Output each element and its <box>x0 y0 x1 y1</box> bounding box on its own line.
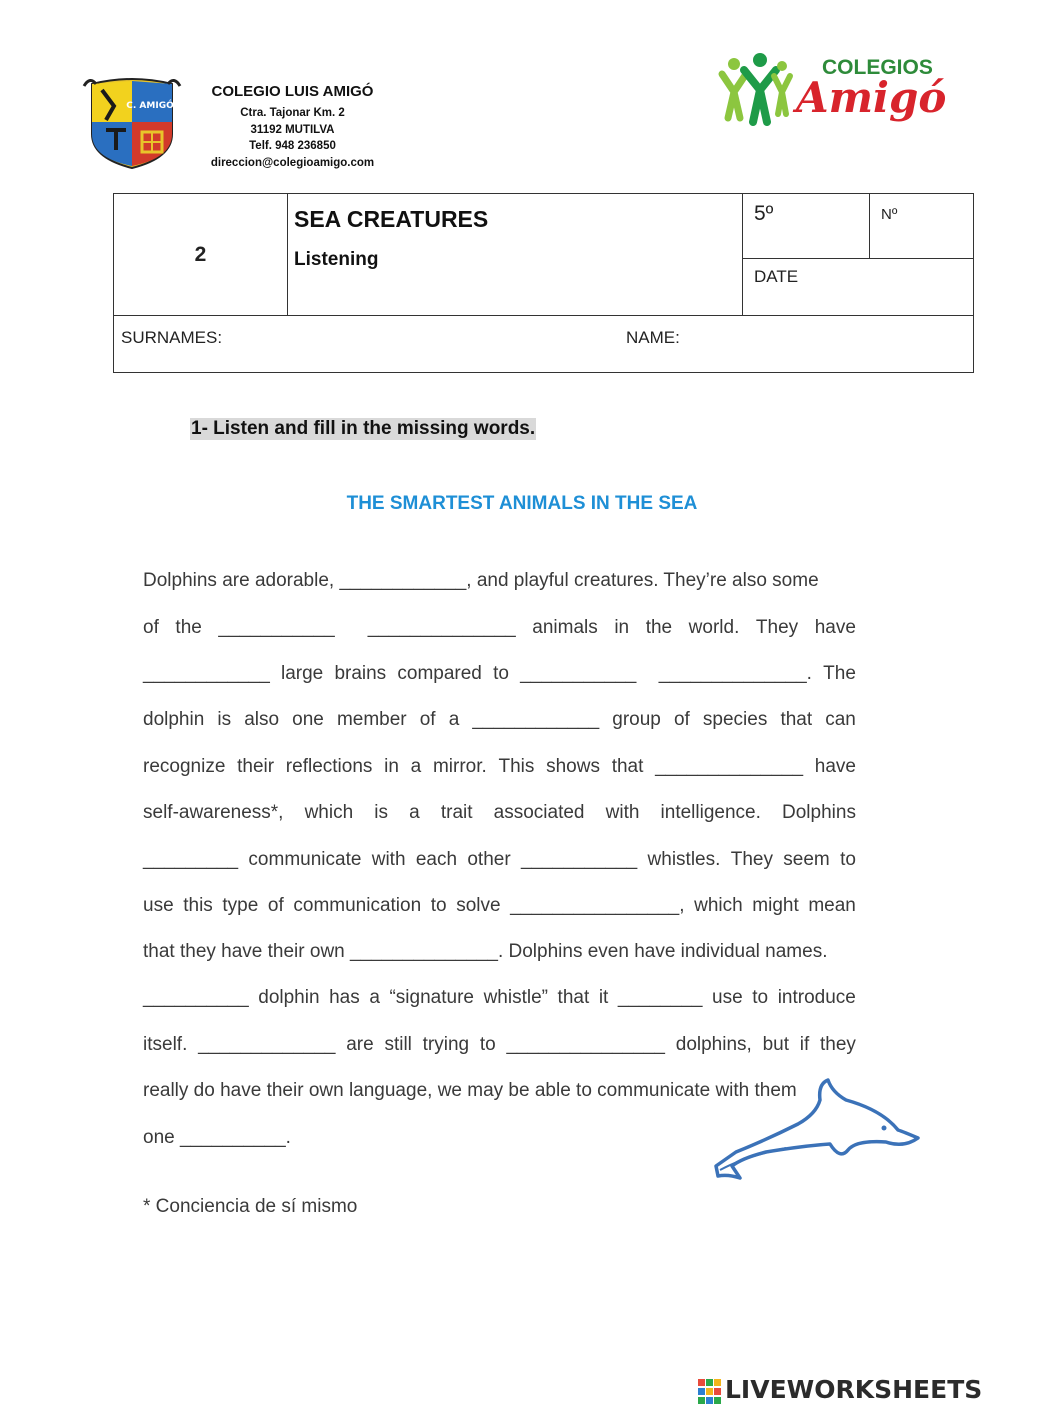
blank-word[interactable]: ______________. <box>658 663 812 684</box>
text-word: itself. <box>143 1034 188 1055</box>
text-word: The <box>823 663 856 684</box>
text-word: is <box>217 709 232 730</box>
school-crest-logo <box>84 76 180 170</box>
number-field[interactable]: Nº <box>870 194 974 259</box>
text-word: world. <box>688 617 740 638</box>
text-word: type <box>222 895 259 916</box>
text-word: of <box>143 617 159 638</box>
text-word: with <box>371 849 406 870</box>
date-field[interactable]: DATE <box>743 259 974 316</box>
text-word: a <box>369 987 380 1008</box>
brand-top-text: COLEGIOS <box>822 56 933 79</box>
text-word: really do have their own language, we may be able to communicate with them <box>143 1080 797 1101</box>
text-word: Dolphins <box>782 802 856 823</box>
text-word: has <box>329 987 360 1008</box>
text-word: the <box>175 617 202 638</box>
school-name: COLEGIO LUIS AMIGÓ <box>211 83 374 100</box>
text-word: a <box>409 802 420 823</box>
brand-bottom-text: Amigó <box>796 73 947 122</box>
text-word: self-awareness*, <box>143 802 284 823</box>
text-line <box>143 986 856 1010</box>
text-word: compared <box>397 663 482 684</box>
text-word: have <box>814 617 856 638</box>
text-word: mean <box>808 895 856 916</box>
text-word: mirror. <box>432 756 487 777</box>
blank-word[interactable]: _______________ <box>506 1034 665 1055</box>
worksheet-title: SEA CREATURES <box>294 206 489 232</box>
text-word: of <box>673 709 690 730</box>
text-word: reflections <box>285 756 373 777</box>
text-word: also <box>244 709 280 730</box>
school-address-2: 31192 MUTILVA <box>250 123 335 136</box>
blank-word[interactable]: ____________ <box>143 663 270 684</box>
text-word: trying <box>422 1034 470 1055</box>
school-address-1: Ctra. Tajonar Km. 2 <box>240 107 345 119</box>
footnote: * Conciencia de sí mismo <box>143 1196 358 1217</box>
text-word: They <box>730 849 773 870</box>
surnames-label: SURNAMES: <box>121 328 223 347</box>
text-word: large <box>281 663 324 684</box>
crest-text: C. AMIGÓ <box>126 101 174 111</box>
blank-word[interactable]: ________ <box>617 987 703 1008</box>
text-word: to <box>752 987 769 1008</box>
text-word: can <box>825 709 856 730</box>
text-word: to <box>479 1034 496 1055</box>
text-word: recognize <box>143 756 226 777</box>
text-word: that <box>611 756 644 777</box>
text-word: still <box>384 1034 412 1055</box>
text-line <box>143 708 856 732</box>
text-word: it <box>598 987 609 1008</box>
blank-word[interactable]: ____________ <box>472 709 600 730</box>
text-word: seem <box>783 849 830 870</box>
text-word: use <box>143 895 174 916</box>
text-word: “signature <box>389 987 474 1008</box>
text-word: Dolphins are adorable, ____________, and playful creatures. They’re also some <box>143 570 819 591</box>
text-line <box>143 755 856 779</box>
unit-number: 2 <box>114 194 288 316</box>
text-word: with <box>605 802 640 823</box>
student-info-table <box>113 193 974 373</box>
text-word: a <box>448 709 460 730</box>
text-word: one <box>292 709 324 730</box>
text-word: this <box>183 895 213 916</box>
text-word: They <box>755 617 799 638</box>
worksheet-subtitle: Listening <box>294 249 379 270</box>
text-word: other <box>467 849 511 870</box>
text-word: to <box>430 895 447 916</box>
text-word: that <box>557 987 590 1008</box>
text-word: if <box>799 1034 810 1055</box>
text-line <box>143 569 856 593</box>
text-word: animals <box>532 617 598 638</box>
blank-word[interactable]: _________ <box>143 849 239 870</box>
text-word: of <box>419 709 436 730</box>
text-word: whistles. <box>647 849 721 870</box>
text-line <box>143 616 856 640</box>
text-title: THE SMARTEST ANIMALS IN THE SEA <box>346 493 698 514</box>
text-word: are <box>346 1034 374 1055</box>
dolphin-illustration <box>706 1070 926 1182</box>
blank-word[interactable]: ___________ <box>520 849 638 870</box>
blank-word[interactable]: ______________ <box>367 617 516 638</box>
text-word: dolphin <box>143 709 205 730</box>
text-word: group <box>612 709 661 730</box>
text-word: which <box>694 895 743 916</box>
text-word: of <box>267 895 284 916</box>
title-cell <box>288 194 743 316</box>
text-word: the <box>645 617 673 638</box>
text-word: is <box>374 802 389 823</box>
text-word: their <box>237 756 275 777</box>
text-word: one __________. <box>143 1127 291 1148</box>
text-word: use <box>712 987 743 1008</box>
school-email: direccion@colegioamigo.com <box>210 156 375 169</box>
blank-word[interactable]: ______________ <box>655 756 804 777</box>
names-row[interactable] <box>114 316 974 373</box>
text-word: might <box>752 895 799 916</box>
exercise-instruction: 1- Listen and fill in the missing words. <box>191 418 536 439</box>
text-word: communication <box>293 895 422 916</box>
text-word: a <box>410 756 422 777</box>
liveworksheets-icon <box>697 1377 723 1407</box>
text-word: dolphins, <box>675 1034 752 1055</box>
school-phone: Telf. 948 236850 <box>249 140 336 152</box>
text-word: solve <box>456 895 501 916</box>
text-word: intelligence. <box>660 802 761 823</box>
blank-word[interactable]: __________ <box>143 987 249 1008</box>
text-line <box>143 848 856 872</box>
text-word: that <box>780 709 813 730</box>
text-word: shows <box>546 756 600 777</box>
blank-word[interactable]: ___________ <box>218 617 335 638</box>
text-word: associated <box>493 802 585 823</box>
liveworksheets-watermark <box>697 1373 995 1409</box>
text-line <box>143 894 856 918</box>
blank-word[interactable]: _____________ <box>198 1034 336 1055</box>
text-word: in <box>614 617 630 638</box>
text-word: This <box>498 756 535 777</box>
text-word: in <box>384 756 399 777</box>
text-word: whistle” <box>483 987 548 1008</box>
text-line <box>143 801 856 825</box>
blank-word[interactable]: ___________ <box>520 663 637 684</box>
text-word: have <box>814 756 856 777</box>
text-word: introduce <box>777 987 856 1008</box>
text-word: to <box>840 849 856 870</box>
text-word: that they have their own ______________. Dolphins even have individual names. <box>143 941 828 962</box>
text-word: each <box>415 849 458 870</box>
blank-word[interactable]: ________________, <box>510 895 685 916</box>
text-line <box>143 1033 856 1057</box>
text-word: to <box>493 663 509 684</box>
text-word: member <box>336 709 407 730</box>
name-label: NAME: <box>626 328 680 347</box>
text-word: they <box>819 1034 856 1055</box>
text-word: dolphin <box>258 987 320 1008</box>
text-line <box>143 940 856 964</box>
text-line <box>143 662 856 686</box>
text-word: which <box>304 802 354 823</box>
text-word: trait <box>440 802 473 823</box>
text-word: communicate <box>248 849 362 870</box>
school-info <box>190 83 395 171</box>
text-word: brains <box>334 663 387 684</box>
text-word: species <box>702 709 768 730</box>
colegios-amigo-logo <box>718 52 947 128</box>
liveworksheets-label: LIVEWORKSHEETS <box>725 1375 983 1404</box>
text-word: but <box>762 1034 789 1055</box>
grade-cell: 5º <box>743 194 870 259</box>
